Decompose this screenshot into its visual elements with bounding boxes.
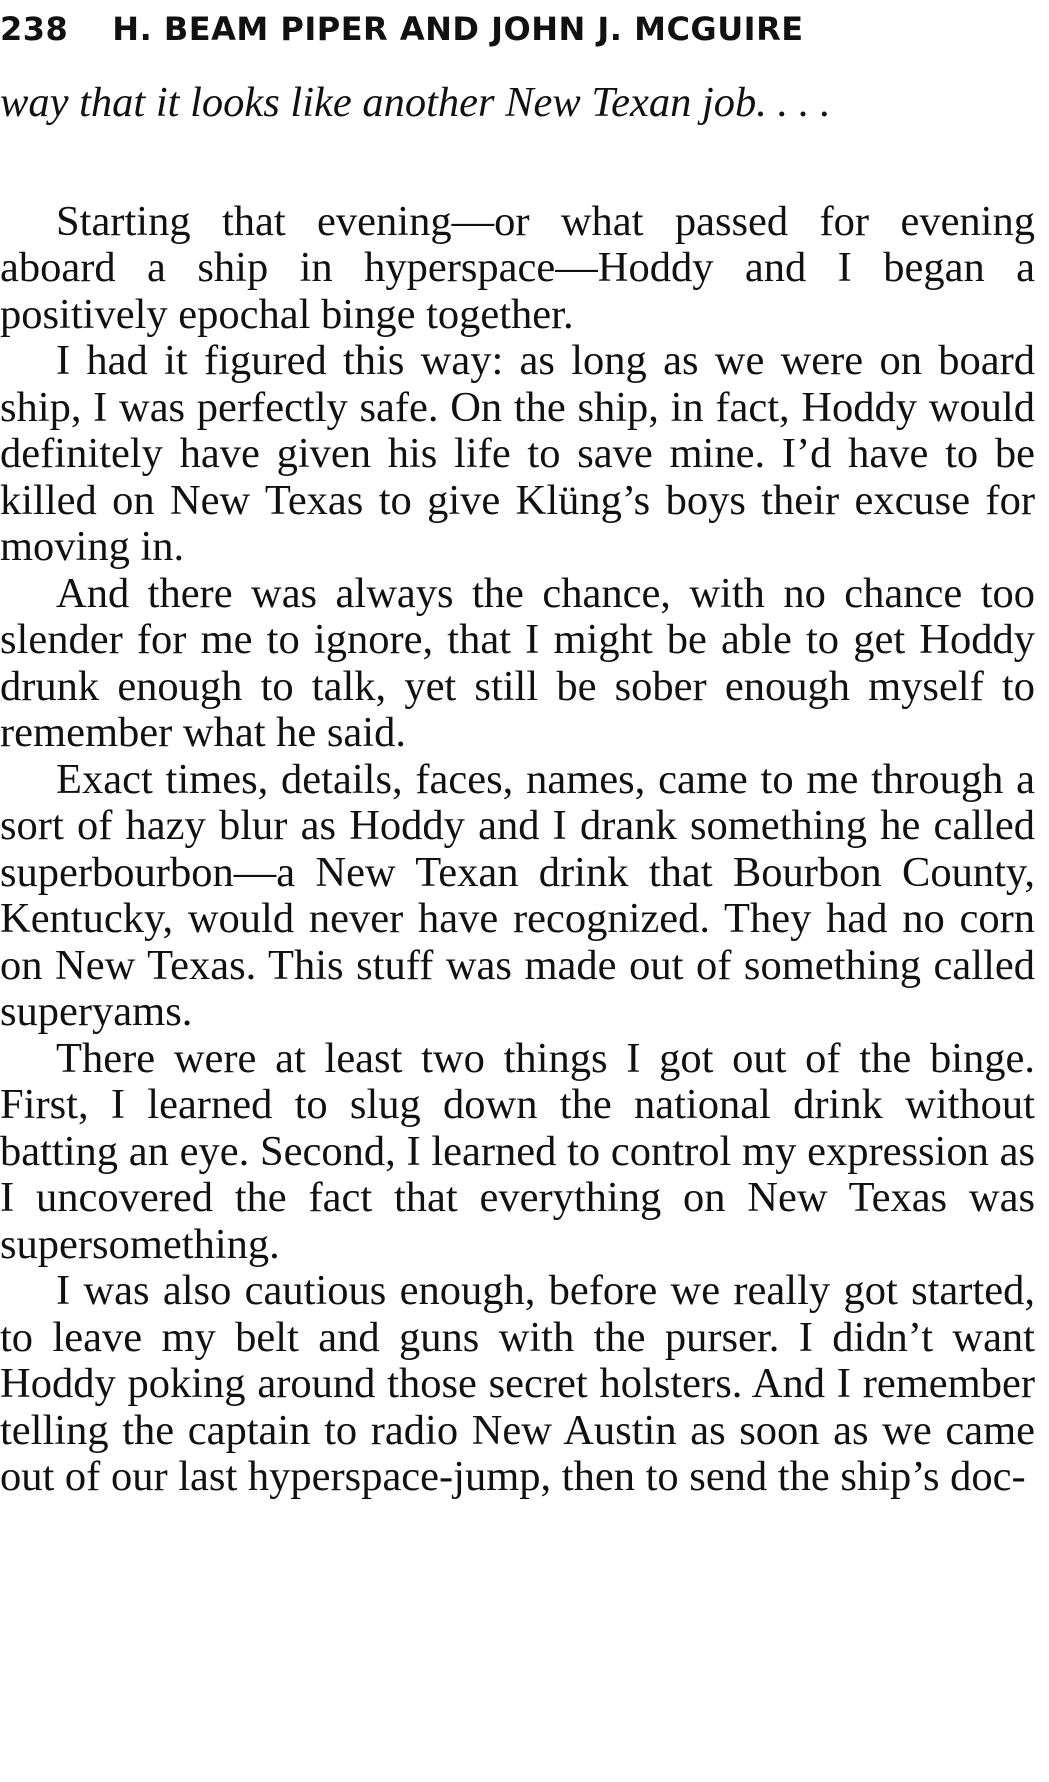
paragraph-superbourbon: Exact times, details, faces, names, came to me through a sort of hazy blur as Hoddy and I drank something he called superbourbon—a New Texan drink that Bourbon County, Kentucky, would never have recognized. They had no corn on New Texas. This stuff was made out of something called superyams.: [0, 755, 1035, 1035]
paragraph-chance: And there was always the chance, with no chance too slender for me to ignore, that I might be able to get Hoddy drunk enough to talk, yet still be sober enough myself to remember what he said.: [0, 569, 1035, 756]
paragraph-cautious: I was also cautious enough, before we really got started, to leave my belt and guns with the purser. I didn’t want Hoddy poking around those secret holsters. And I remember telling the captain to radio New Austin as soon as we came out of our last hyperspace-jump, then to send the ship’s doc-: [0, 1267, 1035, 1500]
running-title: H. BEAM PIPER AND JOHN J. MCGUIRE: [112, 10, 804, 48]
paragraph-safe-on-ship: I had it figured this way: as long as we were on board ship, I was perfectly safe. On the ship, in fact, Hoddy would definitely have given his life to save mine. I’d have to be killed on New Texas to give Klüng’s boys their excuse for moving in.: [0, 337, 1035, 570]
page-number: 238: [0, 10, 69, 48]
paragraph-two-things: There were at least two things I got out of the binge. First, I learned to slug down the national drink without batting an eye. Second, I learned to control my expression as I uncovered the fact that everything on New Texas was supersomething.: [0, 1034, 1035, 1268]
running-header: [0, 10, 1035, 56]
intro-fragment: way that it looks like another New Texan job. . . .: [0, 79, 831, 126]
paragraph-binge: Starting that evening—or what passed for evening aboard a ship in hyperspace—Hoddy and I began a positively epochal binge together.: [0, 197, 1035, 338]
